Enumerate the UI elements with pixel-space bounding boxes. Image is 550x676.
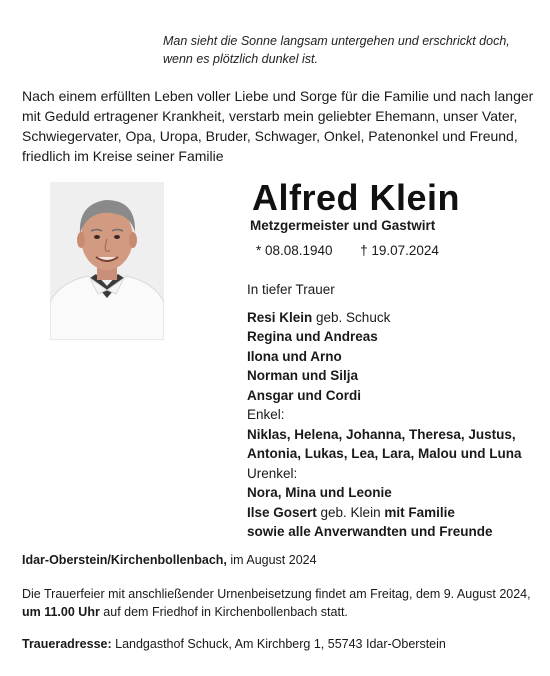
great-grandchildren-label: Urenkel: xyxy=(247,465,298,481)
quote-line-2: wenn es plötzlich dunkel ist. xyxy=(163,52,318,66)
address-value: Landgasthof Schuck, Am Kirchberg 1, 55743 Idar-Oberstein xyxy=(111,637,446,651)
great-grandchildren-line: Nora, Mina und Leonie xyxy=(247,485,392,500)
place-location: Idar-Oberstein/Kirchenbollenbach, xyxy=(22,553,227,567)
others-line: sowie alle Anverwandten und Freunde xyxy=(247,524,493,539)
place-date: im August 2024 xyxy=(226,553,317,567)
birth-date: * 08.08.1940 xyxy=(256,243,333,258)
wife-maiden-name: geb. Schuck xyxy=(312,309,391,325)
sister-line xyxy=(247,503,537,523)
deceased-name: Alfred Klein xyxy=(252,177,461,218)
child-line: Ansgar und Cordi xyxy=(247,387,361,403)
life-dates xyxy=(256,243,439,258)
grandchildren-line: Antonia, Lukas, Lea, Lara, Malou und Luna xyxy=(247,446,522,461)
child-line: Regina und Andreas xyxy=(247,329,378,344)
intro-text: Nach einem erfüllten Leben voller Liebe und Sorge für die Familie und nach langer mit Geduld ertragener Krankheit, verstarb mein geliebter Ehemann, unser Vater, Schwiegervater, Opa, Uropa, Bruder, Schwager, Onkel, Patenonkel und Freund, friedlich im Kreise seiner Familie xyxy=(22,88,534,164)
quote-line-1: Man sieht die Sonne langsam untergehen und erschrickt doch, xyxy=(163,34,510,48)
mourners-heading: In tiefer Trauer xyxy=(247,282,335,297)
grandchildren-line: Niklas, Helena, Johanna, Theresa, Justus, xyxy=(247,426,516,442)
address-label: Traueradresse: xyxy=(22,637,112,651)
sister-name: Ilse Gosert xyxy=(247,504,317,520)
sister-maiden-name: geb. Klein xyxy=(316,504,385,520)
sister-family: mit Familie xyxy=(384,504,455,520)
portrait-illustration xyxy=(50,182,164,340)
place-date-line xyxy=(22,553,317,567)
ceremony-part-2: auf dem Friedhof in Kirchenbollenbach statt. xyxy=(99,605,348,619)
child-line: Ilona und Arno xyxy=(247,348,342,364)
wife-line xyxy=(247,308,537,328)
portrait-photo xyxy=(50,182,164,340)
death-date: † 19.07.2024 xyxy=(360,243,439,258)
child-line: Norman und Silja xyxy=(247,368,359,383)
mourners-list xyxy=(247,280,537,542)
deceased-profession: Metzgermeister und Gastwirt xyxy=(250,218,436,233)
quote xyxy=(163,32,533,68)
ceremony-text xyxy=(22,585,534,621)
ceremony-part-1: Die Trauerfeier mit anschließender Urnenbeisetzung findet am Freitag, dem 9. August 2024, xyxy=(22,587,531,601)
grandchildren-label: Enkel: xyxy=(247,407,285,422)
mourning-address xyxy=(22,637,446,651)
ceremony-time: um 11.00 Uhr xyxy=(22,605,100,619)
wife-name: Resi Klein xyxy=(247,309,313,325)
